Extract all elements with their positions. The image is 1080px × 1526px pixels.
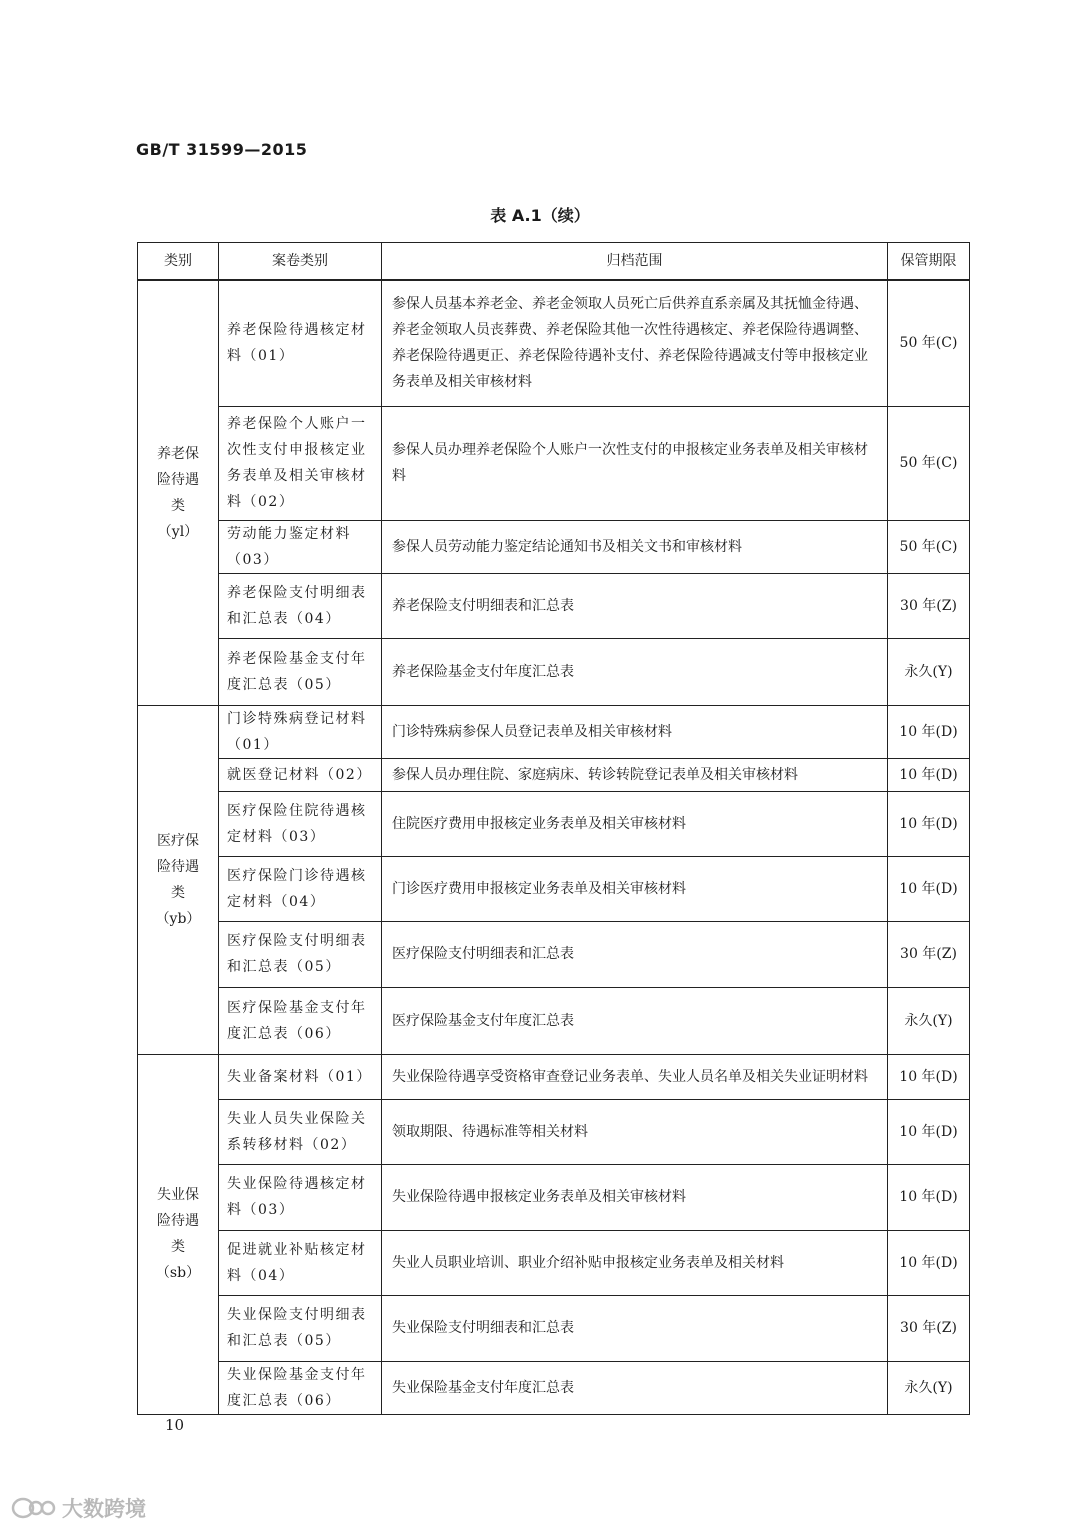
table-row (138, 638, 970, 705)
brand-logo-icon (10, 1495, 56, 1521)
file-type-cell: 就医登记材料（02） (219, 758, 382, 791)
retention-period-cell: 30 年(Z) (888, 921, 970, 987)
file-type-cell: 失业保险支付明细表和汇总表（05） (219, 1295, 382, 1361)
file-type-cell: 促进就业补贴核定材料（04） (219, 1230, 382, 1295)
retention-period-cell: 永久(Y) (888, 1361, 970, 1414)
table-row (138, 1099, 970, 1164)
table-row (138, 856, 970, 921)
archive-scope-cell: 参保人员劳动能力鉴定结论通知书及相关文书和审核材料 (382, 520, 888, 573)
table-row (138, 520, 970, 573)
file-type-cell: 失业人员失业保险关系转移材料（02） (219, 1099, 382, 1164)
file-type-cell: 养老保险基金支付年度汇总表（05） (219, 638, 382, 705)
file-type-cell: 门诊特殊病登记材料（01） (219, 705, 382, 758)
table-row (138, 1164, 970, 1230)
table-row (138, 1230, 970, 1295)
archive-scope-cell: 医疗保险基金支付年度汇总表 (382, 987, 888, 1054)
archive-scope-cell: 失业人员职业培训、职业介绍补贴申报核定业务表单及相关材料 (382, 1230, 888, 1295)
table-row (138, 921, 970, 987)
category-cell-yb: 医疗保 险待遇 类 （yb） (138, 705, 219, 1054)
table-row (138, 1295, 970, 1361)
category-cell-sb: 失业保 险待遇 类 （sb） (138, 1054, 219, 1414)
retention-period-cell: 10 年(D) (888, 791, 970, 856)
table-row (138, 791, 970, 856)
table-row (138, 573, 970, 638)
table-row (138, 1361, 970, 1414)
retention-period-cell: 10 年(D) (888, 758, 970, 791)
table-header-row (138, 243, 970, 281)
retention-period-cell: 10 年(D) (888, 1164, 970, 1230)
file-type-cell: 医疗保险门诊待遇核定材料（04） (219, 856, 382, 921)
archive-scope-cell: 门诊医疗费用申报核定业务表单及相关审核材料 (382, 856, 888, 921)
watermark (10, 1493, 146, 1523)
file-type-cell: 养老保险待遇核定材料（01） (219, 280, 382, 406)
archive-scope-cell: 失业保险基金支付年度汇总表 (382, 1361, 888, 1414)
archive-scope-cell: 失业保险待遇享受资格审查登记业务表单、失业人员名单及相关失业证明材料 (382, 1054, 888, 1099)
archive-scope-cell: 失业保险支付明细表和汇总表 (382, 1295, 888, 1361)
header-archive-scope: 归档范围 (382, 243, 888, 281)
retention-period-cell: 永久(Y) (888, 638, 970, 705)
retention-period-cell: 10 年(D) (888, 856, 970, 921)
file-type-cell: 失业保险基金支付年度汇总表（06） (219, 1361, 382, 1414)
file-type-cell: 养老保险个人账户一次性支付申报核定业务表单及相关审核材料（02） (219, 406, 382, 520)
header-file-type: 案卷类别 (219, 243, 382, 281)
archive-scope-cell: 门诊特殊病参保人员登记表单及相关审核材料 (382, 705, 888, 758)
file-type-cell: 失业保险待遇核定材料（03） (219, 1164, 382, 1230)
header-retention-period: 保管期限 (888, 243, 970, 281)
page-number: 10 (165, 1416, 185, 1434)
file-type-cell: 失业备案材料（01） (219, 1054, 382, 1099)
archive-scope-cell: 养老保险支付明细表和汇总表 (382, 573, 888, 638)
retention-period-cell: 永久(Y) (888, 987, 970, 1054)
retention-period-cell: 10 年(D) (888, 705, 970, 758)
retention-period-cell: 50 年(C) (888, 406, 970, 520)
archive-scope-cell: 参保人员办理养老保险个人账户一次性支付的申报核定业务表单及相关审核材料 (382, 406, 888, 520)
table-title: 表 A.1（续） (490, 206, 590, 225)
table-row (138, 406, 970, 520)
table-row (138, 758, 970, 791)
archive-scope-cell: 养老保险基金支付年度汇总表 (382, 638, 888, 705)
file-type-cell: 医疗保险支付明细表和汇总表（05） (219, 921, 382, 987)
archive-scope-cell: 领取期限、待遇标准等相关材料 (382, 1099, 888, 1164)
retention-period-cell: 30 年(Z) (888, 1295, 970, 1361)
table-row (138, 280, 970, 406)
archive-scope-cell: 住院医疗费用申报核定业务表单及相关审核材料 (382, 791, 888, 856)
standard-code: GB/T 31599—2015 (136, 140, 308, 159)
archive-scope-cell: 失业保险待遇申报核定业务表单及相关审核材料 (382, 1164, 888, 1230)
retention-period-cell: 10 年(D) (888, 1099, 970, 1164)
retention-period-cell: 10 年(D) (888, 1054, 970, 1099)
retention-period-cell: 50 年(C) (888, 280, 970, 406)
table-row (138, 987, 970, 1054)
table-row (138, 1054, 970, 1099)
file-type-cell: 医疗保险基金支付年度汇总表（06） (219, 987, 382, 1054)
retention-period-cell: 30 年(Z) (888, 573, 970, 638)
header-category: 类别 (138, 243, 219, 281)
archive-scope-cell: 参保人员办理住院、家庭病床、转诊转院登记表单及相关审核材料 (382, 758, 888, 791)
table-row (138, 705, 970, 758)
archive-scope-cell: 医疗保险支付明细表和汇总表 (382, 921, 888, 987)
category-cell-yl: 养老保 险待遇 类 （yl） (138, 280, 219, 705)
file-type-cell: 医疗保险住院待遇核定材料（03） (219, 791, 382, 856)
archive-retention-table (137, 242, 970, 1415)
retention-period-cell: 10 年(D) (888, 1230, 970, 1295)
file-type-cell: 劳动能力鉴定材料（03） (219, 520, 382, 573)
watermark-text: 大数跨境 (62, 1497, 146, 1521)
file-type-cell: 养老保险支付明细表和汇总表（04） (219, 573, 382, 638)
archive-scope-cell: 参保人员基本养老金、养老金领取人员死亡后供养直系亲属及其抚恤金待遇、养老金领取人员丧葬费、养老保险其他一次性待遇核定、养老保险待遇调整、养老保险待遇更正、养老保险待遇补支付、养老保险待遇减支付等申报核定业务表单及相关审核材料 (382, 280, 888, 406)
retention-period-cell: 50 年(C) (888, 520, 970, 573)
